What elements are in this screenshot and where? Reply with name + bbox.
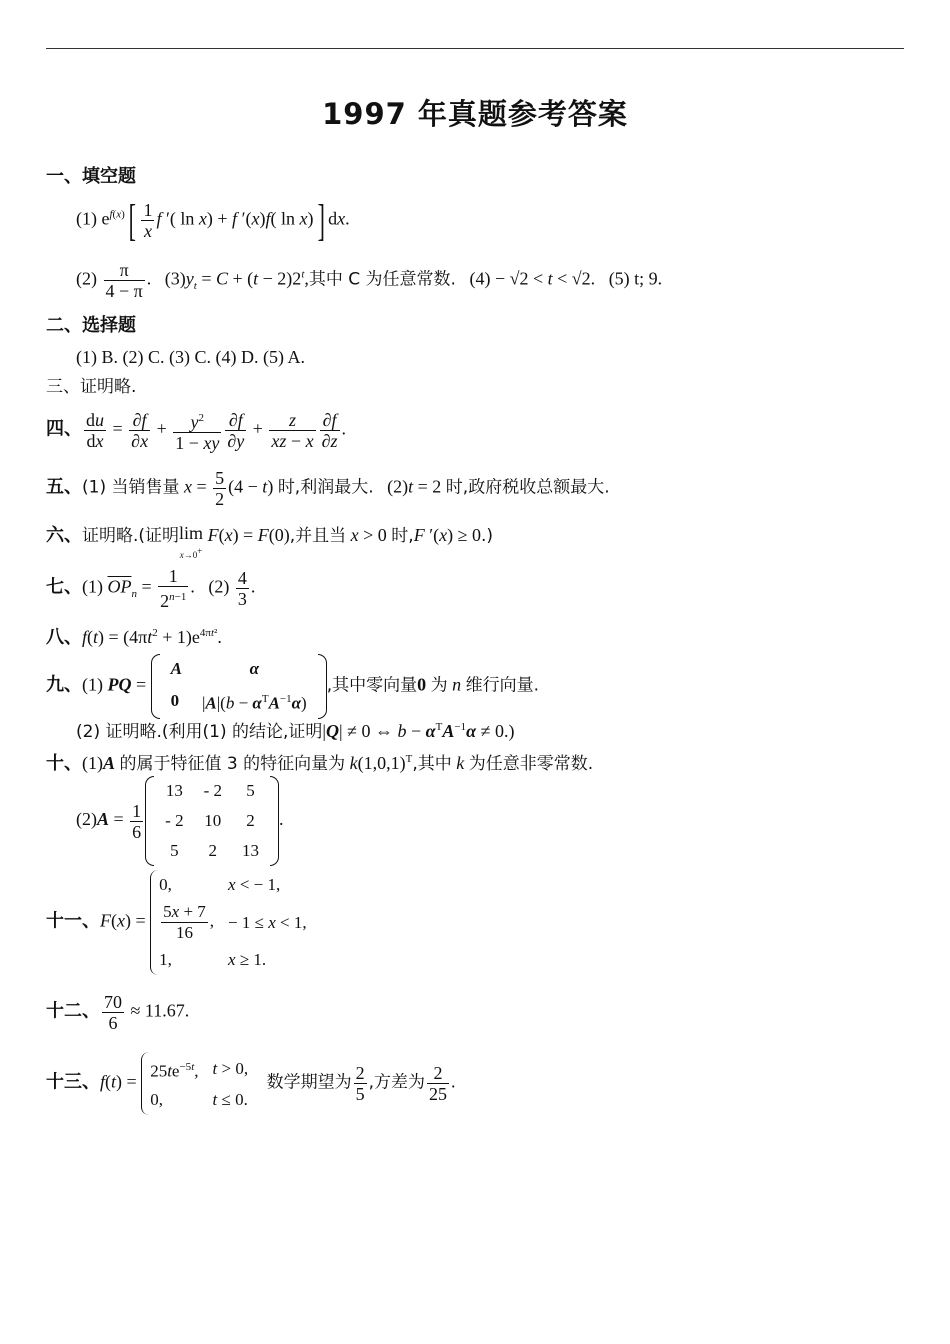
matrix-a-cell: 13 [165, 781, 183, 800]
section-12: 十二、 $\frac{70}{6}$ ≈ 11.67. [46, 992, 190, 1033]
fill-answer-3-note: 其中 C 为任意常数. [308, 269, 456, 290]
matrix-a-cell: 5 [246, 781, 255, 800]
page-title: 1997 年真题参考答案 [322, 97, 628, 131]
section-8: 八、$f(t) = (4\pi t^2 + 1)e^{4\pi t^2}$. [46, 627, 222, 648]
matrix-a [145, 776, 279, 866]
section-1-heading: 一、填空题 [46, 166, 136, 187]
matrix-a-cell: 10 [204, 811, 222, 830]
section-9-part-2: (2) 证明略.(利用(1) 的结论,证明|Q| ≠ 0 ⇔ $b - \alpha^TA^{-1}\alpha \ne 0$.) [76, 721, 515, 742]
piecewise-F: 0, x < − 1, $\frac{5x + 7}{16}$ , − 1 ≤ x < 1, 1, x ≥ 1. [150, 870, 320, 975]
matrix-a-cell: 2 [246, 811, 255, 830]
section-6: 六、证明略.(证明lim x→0+ F(x) = F(0),并且当 x > 0 时,F ′(x) ≥ 0.) [46, 523, 494, 560]
section-9: 九、(1) PQ = A α 0 $|A|(b - \alpha^TA^{-1}\alpha)$ ,其中零向量0 为 n 维行向量. [46, 654, 539, 719]
section-10-part-2: (2)A = $\frac{1}{6}$ 13 - 2 5 - 2 10 2 5 2 13 . [76, 776, 284, 866]
matrix-a-cell: 2 [208, 841, 218, 860]
matrix-a-cell: - 2 [203, 781, 223, 800]
matrix-a-cell: 5 [170, 841, 179, 860]
choice-answers: (1) B. (2) C. (3) C. (4) D. (5) A. [76, 347, 305, 367]
section-4: 四、 $\frac{du}{dx}$ = $\frac{\partial f}{\partial x}$ + $\frac{y^2}{1 - xy}$ $\frac{\partial f}{\partial y}$ + $\frac{z}{xz - x}$ $\frac{\partial f}{\partial z}$ . [46, 410, 346, 453]
section-11: 十一、F(x) = 0, x < − 1, $\frac{5x + 7}{16}$ , − 1 ≤ x < 1, 1, x ≥ 1. [46, 870, 321, 975]
top-rule [46, 48, 904, 49]
fill-answers-2-5: (2) $\frac{\pi}{4 - \pi}$ . $(3)y_t = C + (t - 2)2^t$,其中 C 为任意常数. (4) − √2 < t < √2. (5) t; 9. [76, 260, 663, 301]
matrix-pq: A α 0 $|A|(b - \alpha^TA^{-1}\alpha)$ [151, 654, 327, 719]
section-5: 五、(1) 当销售量 x = $\frac{5}{2}$ (4 − t) 时,利润最大. (2)t = 2 时,政府税收总额最大. [46, 468, 610, 509]
matrix-a-cell: - 2 [165, 811, 184, 830]
matrix-a-cell: 13 [242, 841, 260, 860]
section-7: 七、(1) $\overline{OP}_n$ = $\frac{1}{2^{n-1}}$ . (2) $\frac{4}{3}$ . [46, 566, 256, 611]
piecewise-f: $25te^{-5t}$, t > 0, 0, t ≤ 0. [141, 1052, 262, 1115]
fill-answer-1: (1) $e^{f(x)}$[ $\frac{1}{x}$ f ′( ln x) + f ′(x)f( ln x)] dx. [76, 195, 350, 245]
section-10: 十、(1)A 的属于特征值 3 的特征向量为 $k(1,0,1)^T$,其中 k 为任意非零常数. [46, 753, 594, 774]
section-3: 三、证明略. [46, 377, 137, 397]
fill-answer-5: (5) t; 9. [608, 268, 663, 289]
section-2-heading: 二、选择题 [46, 315, 136, 336]
section-13: 十三、f(t) = $25te^{-5t}$, t > 0, 0, t ≤ 0. 数学期望为 $\frac{2}{5}$ ,方差为 $\frac{2}{25}$ . [46, 1052, 455, 1115]
